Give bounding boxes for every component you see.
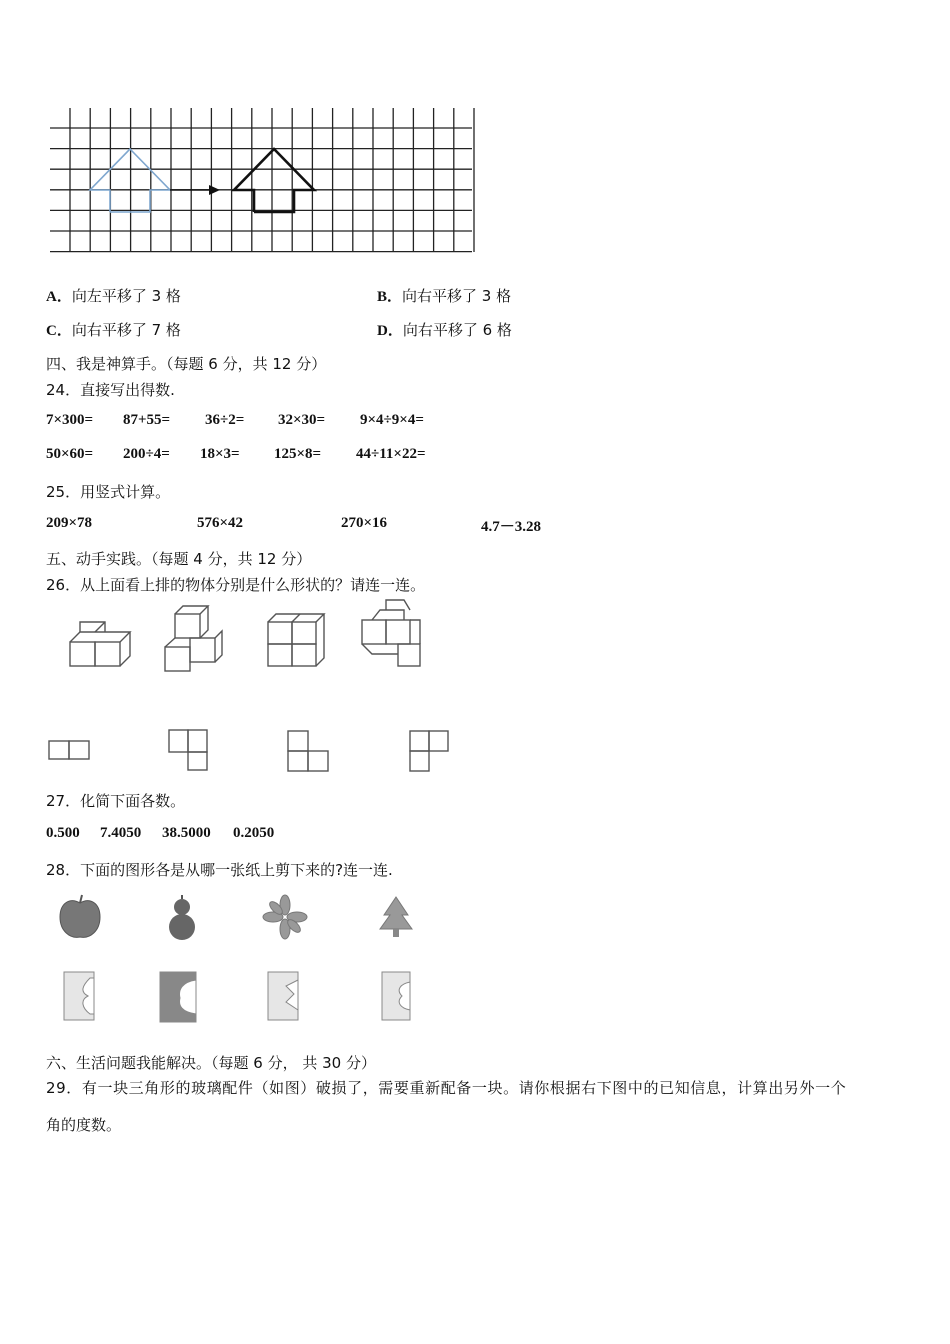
section-6-heading: 六、生活问题我能解决。（每题 6 分， 共 30 分） [46, 1054, 376, 1072]
move-arrow-head [209, 185, 220, 195]
cut-papers-figure [0, 968, 950, 1028]
gourd-shape [169, 895, 195, 940]
question-24-title: 24．直接写出得数. [46, 381, 175, 399]
top-view-2 [169, 730, 207, 770]
paper-3 [268, 972, 298, 1020]
option-letter: D． [377, 323, 403, 339]
q24-expr: 44÷11×22= [356, 446, 426, 462]
q24-expr: 36÷2= [205, 412, 245, 428]
top-view-3 [288, 731, 328, 771]
cube-object-2 [165, 606, 222, 671]
option-text: 向右平移了 7 格 [71, 321, 181, 339]
flower-shape [263, 895, 307, 939]
top-view-1 [49, 741, 89, 759]
option-c[interactable] [46, 319, 181, 340]
option-letter: C． [46, 323, 72, 339]
question-26-title: 26．从上面看上排的物体分别是什么形状的？请连一连。 [46, 576, 426, 594]
paper-4 [382, 972, 410, 1020]
cube-object-1 [70, 622, 130, 666]
q24-expr: 7×300= [46, 412, 94, 428]
tree-shape [380, 897, 412, 937]
apple-shape [60, 895, 100, 937]
q24-expr: 18×3= [200, 446, 240, 462]
q25-expr: 209×78 [46, 515, 93, 531]
q24-expr: 50×60= [46, 446, 94, 462]
question-27-title: 27．化简下面各数。 [46, 792, 186, 810]
q25-expr: 4.7－3.28 [481, 519, 542, 535]
option-text: 向右平移了 6 格 [402, 321, 512, 339]
option-b[interactable] [377, 285, 511, 306]
q24-expr: 200÷4= [123, 446, 170, 462]
cube-objects-figure [0, 600, 950, 680]
option-text: 向右平移了 3 格 [402, 287, 512, 305]
cube-object-3 [268, 614, 324, 666]
question-25-title: 25．用竖式计算。 [46, 483, 171, 501]
q24-expr: 9×4÷9×4= [360, 412, 424, 428]
q27-number: 0.2050 [233, 825, 275, 841]
q25-expr: 576×42 [197, 515, 244, 531]
top-view-4 [410, 731, 448, 771]
cube-object-4 [362, 600, 420, 666]
option-d[interactable] [377, 319, 512, 340]
option-a[interactable] [46, 285, 181, 306]
section-4-heading: 四、我是神算手。（每题 6 分，共 12 分） [46, 355, 327, 373]
q27-number: 38.5000 [162, 825, 211, 841]
moved-arrow-shape [234, 149, 314, 212]
section-5-heading: 五、动手实践。（每题 4 分，共 12 分） [46, 550, 312, 568]
question-29-line-1: 29．有一块三角形的玻璃配件（如图）破损了，需要重新配备一块。请你根据右下图中的已知信息，计算出另外一个 [46, 1079, 847, 1097]
q27-number: 0.500 [46, 825, 80, 841]
top-view-shapes-figure [0, 725, 950, 780]
option-letter: B． [377, 289, 403, 305]
q25-expr: 270×16 [341, 515, 388, 531]
option-letter: A． [46, 289, 72, 305]
paper-1 [64, 972, 94, 1020]
question-28-title: 28．下面的图形各是从哪一张纸上剪下来的?连一连. [46, 861, 393, 879]
paper-2 [160, 972, 196, 1022]
option-text: 向左平移了 3 格 [71, 287, 181, 305]
q27-number: 7.4050 [100, 825, 142, 841]
translation-grid-figure [0, 0, 950, 270]
q24-expr: 32×30= [278, 412, 326, 428]
q24-expr: 125×8= [274, 446, 322, 462]
cutout-shapes-figure [0, 895, 950, 945]
q24-expr: 87+55= [123, 412, 171, 428]
question-29-line-2: 角的度数。 [46, 1116, 122, 1134]
